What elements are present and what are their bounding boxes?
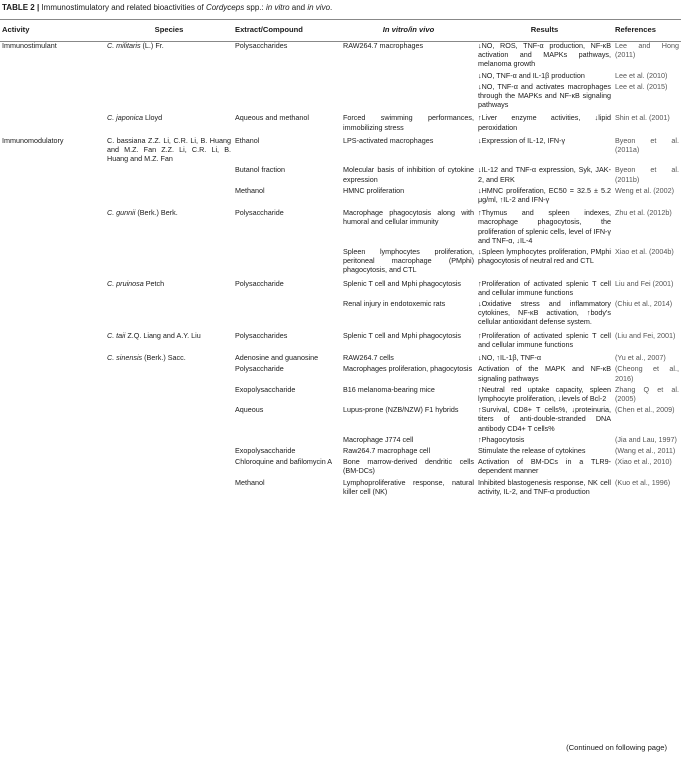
cell-extract: Polysaccharide: [235, 208, 284, 218]
cell-results: ↑Thymus and spleen indexes, macrophage phagocytosis, the proliferation of splenic cells, level of IFN-γ and TNF-α, ↓IL-4: [478, 208, 611, 245]
species-authority: (L.) Fr.: [140, 41, 164, 50]
cell-extract: [233, 81, 341, 111]
cell-species: [105, 185, 233, 205]
cell-activity: [0, 350, 105, 363]
cell-invitro: Macrophage phagocytosis along with humoral and cellular immunity: [343, 208, 474, 227]
cell-species: [105, 456, 233, 476]
cell-species: [105, 38, 233, 70]
table-row: [0, 246, 681, 276]
species-authority: C. bassiana Z.Z. Li, C.R. Li, B. Huang and M.Z. Fan Z.Z. Li, C.R. Li, B. Huang and M.Z. Fan: [107, 135, 231, 164]
cell-extract: Ethanol: [235, 135, 260, 145]
species-authority: (Berk.) Sacc.: [142, 353, 186, 363]
cell-extract: [233, 298, 341, 328]
cell-reference: Zhang Q et al. (2005): [615, 384, 679, 403]
cell-extract: Polysaccharides: [235, 41, 288, 50]
cell-extract: [233, 246, 341, 276]
cell-extract: Exopolysaccharide: [235, 384, 296, 394]
cell-species: [105, 205, 233, 246]
cell-activity: [0, 185, 105, 205]
species-authority: Z.Q. Liang and A.Y. Liu: [125, 330, 201, 340]
table-caption: [2, 3, 332, 13]
cell-activity: [0, 404, 105, 434]
cell-activity: [0, 246, 105, 276]
cell-reference: (Jia and Lau, 1997): [615, 434, 677, 444]
cell-invitro: Molecular basis of inhibition of cytokine expression: [343, 165, 474, 184]
cell-activity: [0, 298, 105, 328]
caption-label: TABLE 2 |: [2, 3, 40, 12]
caption-invitro: in vitro: [266, 3, 290, 12]
cell-results: ↓NO, ↑IL-1β, TNF-α: [478, 353, 541, 363]
cell-reference: Zhu et al. (2012b): [615, 208, 672, 218]
cell-activity: [0, 81, 105, 111]
cell-results: ↓Oxidative stress and inflammatory cytokines, NF-κB activation, ↑body's cellular antioxidant defense system.: [478, 299, 611, 327]
cell-invitro: [341, 81, 476, 111]
table-row: [0, 110, 681, 132]
cell-results: ↑Proliferation of activated splenic T cell and cellular immune functions: [478, 278, 611, 297]
cell-extract: Polysaccharide: [235, 278, 284, 288]
cell-activity: [0, 363, 105, 383]
cell-reference: (Cheong et al., 2016): [615, 364, 679, 383]
cell-activity: [0, 384, 105, 404]
cell-activity: [0, 70, 105, 81]
cell-results: ↑Liver enzyme activities, ↓lipid peroxidation: [478, 113, 611, 132]
table-row: [0, 38, 681, 70]
cell-reference: Byeon et al. (2011a): [615, 135, 679, 155]
caption-invivo: in vivo: [307, 3, 331, 12]
cell-species: [105, 246, 233, 276]
header-references: References: [615, 25, 656, 34]
species-name: C. sinensis: [107, 353, 143, 363]
cell-invitro: Raw264.7 macrophage cell: [343, 445, 431, 455]
cell-extract: Chloroquine and bafilomycin A: [235, 457, 333, 467]
table-row: [0, 81, 681, 111]
cell-invitro: Renal injury in endotoxemic rats: [343, 299, 446, 309]
bioactivity-table: [0, 22, 681, 497]
cell-results: Inhibited blastogenesis response, NK cell activity, IL-2, and TNF-α production: [478, 477, 611, 496]
cell-extract: Polysaccharides: [235, 330, 288, 340]
table-row: [0, 328, 681, 350]
header-results: Results: [530, 25, 559, 34]
species-authority: Petch: [143, 278, 165, 288]
cell-species: [105, 298, 233, 328]
cell-extract: Methanol: [235, 477, 265, 487]
cell-results: ↓NO, ROS, TNF-α production, NF-κB activation and MAPKs pathways, melanoma growth: [478, 41, 611, 69]
cell-results: ↑Survival, CD8+ T cells%, ↓proteinuria, titers of anti-double-stranded DNA antibody CD4+ T cells%: [478, 405, 611, 433]
species-name: C. pruinosa: [107, 278, 144, 288]
cell-extract: Methanol: [235, 185, 265, 195]
cell-species: [105, 164, 233, 184]
species-name: C. militaris: [107, 41, 141, 50]
cell-invitro: B16 melanoma-bearing mice: [343, 384, 435, 394]
cell-results: ↓IL-12 and TNF-α expression, Syk, JAK-2, and ERK: [478, 165, 611, 184]
table-top-rule: [0, 19, 681, 20]
cell-invitro: Lupus-prone (NZB/NZW) F1 hybrids: [343, 405, 459, 415]
cell-invitro: LPS-activated macrophages: [343, 135, 434, 145]
table-row: [0, 384, 681, 404]
table-row: [0, 363, 681, 383]
cell-invitro: [341, 70, 476, 81]
table-row: [0, 477, 681, 497]
cell-extract: Aqueous and methanol: [235, 113, 309, 123]
cell-results: ↓NO, TNF-α and activates macrophages through the MAPKs and NF-κB signaling pathways: [478, 81, 611, 110]
cell-invitro: Macrophage J774 cell: [343, 434, 414, 444]
cell-invitro: HMNC proliferation: [343, 185, 405, 195]
cell-extract: Polysaccharide: [235, 364, 284, 374]
cell-species: [105, 477, 233, 497]
table-row: [0, 404, 681, 434]
cell-reference: Xiao et al. (2004b): [615, 247, 674, 257]
cell-species: [105, 363, 233, 383]
cell-activity: [0, 477, 105, 497]
cell-invitro: Spleen lymphocytes proliferation, peritoneal macrophage (PMphi) phagocytosis, and CTL: [343, 247, 474, 275]
header-activity: Activity: [2, 25, 30, 34]
cell-extract: Butanol fraction: [235, 165, 285, 175]
cell-activity: Immunomodulatory: [2, 135, 64, 145]
cell-reference: Byeon et al. (2011b): [615, 165, 679, 184]
cell-reference: Lee et al. (2015): [615, 81, 668, 91]
cell-extract: [233, 434, 341, 445]
cell-extract: Adenosine and guanosine: [235, 353, 319, 363]
species-authority: (Berk.) Berk.: [135, 208, 178, 218]
cell-reference: (Wang et al., 2011): [615, 445, 676, 455]
caption-text: .: [330, 3, 333, 12]
table-header-row: [0, 22, 681, 38]
caption-genus: Cordyceps: [205, 3, 245, 12]
continued-note: (Continued on following page): [566, 743, 667, 752]
cell-invitro: RAW264.7 cells: [343, 353, 394, 363]
cell-reference: (Xiao et al., 2010): [615, 457, 672, 467]
table-row: [0, 185, 681, 205]
cell-reference: (Yu et al., 2007): [615, 353, 666, 363]
cell-results: Stimulate the release of cytokines: [478, 445, 586, 455]
cell-results: ↓Expression of IL-12, IFN-γ: [478, 135, 566, 145]
cell-extract: [233, 70, 341, 81]
cell-reference: Shin et al. (2001): [615, 113, 670, 123]
cell-results: ↑Proliferation of activated splenic T cell and cellular immune functions: [478, 330, 611, 349]
cell-invitro: Splenic T cell and Mphi phagocytosis: [343, 330, 461, 340]
table-row: [0, 445, 681, 456]
cell-reference: (Liu and Fei, 2001): [615, 330, 676, 340]
cell-results: Activation of the MAPK and NF-κB signaling pathways: [478, 364, 611, 383]
cell-activity: Immunostimulant: [2, 41, 57, 50]
table-row: [0, 298, 681, 328]
table-row: [0, 456, 681, 476]
table-row: [0, 434, 681, 445]
cell-activity: [0, 205, 105, 246]
cell-activity: [0, 276, 105, 298]
cell-reference: (Chiu et al., 2014): [615, 299, 673, 309]
cell-results: ↑Phagocytosis: [478, 434, 525, 444]
cell-species: [105, 350, 233, 363]
table-row: [0, 350, 681, 363]
cell-species: [105, 384, 233, 404]
table-row: [0, 70, 681, 81]
cell-invitro: Lymphoproliferative response, natural killer cell (NK): [343, 477, 474, 496]
species-name: C. gunnii: [107, 208, 136, 218]
cell-reference: Lee et al. (2010): [615, 70, 668, 80]
cell-activity: [0, 164, 105, 184]
cell-extract: Aqueous: [235, 405, 264, 415]
cell-results: ↓HMNC proliferation, EC50 = 32.5 ± 5.2 μg/ml, ↑IL-2 and IFN-γ: [478, 185, 611, 205]
cell-results: ↓Spleen lymphocytes proliferation, PMphi phagocytosis of neutral red and CTL: [478, 247, 611, 266]
cell-reference: (Kuo et al., 1996): [615, 477, 671, 487]
cell-activity: [0, 456, 105, 476]
caption-text: and: [289, 3, 308, 12]
cell-activity: [0, 434, 105, 445]
header-invitro: In vitro/in vivo: [382, 25, 435, 34]
species-name: C. taii: [107, 330, 126, 340]
cell-invitro: Forced swimming performances, immobilizing stress: [343, 113, 474, 132]
table-header-rule: [0, 41, 681, 42]
cell-results: ↑Neutral red uptake capacity, spleen lymphocyte proliferation, ↓levels of Bcl-2: [478, 384, 611, 403]
cell-species: [105, 434, 233, 445]
cell-reference: Lee and Hong (2011): [615, 41, 679, 60]
header-extract: Extract/Compound: [235, 25, 303, 34]
caption-text: spp.:: [244, 3, 266, 12]
species-authority: Lloyd: [142, 113, 163, 123]
cell-species: [105, 133, 233, 165]
cell-species: [105, 81, 233, 111]
cell-activity: [0, 328, 105, 350]
cell-species: [105, 445, 233, 456]
caption-text: Immunostimulatory and related bioactivities of: [39, 3, 206, 12]
cell-invitro: Splenic T cell and Mphi phagocytosis: [343, 278, 461, 288]
table-row: [0, 164, 681, 184]
header-species: Species: [154, 25, 184, 34]
cell-species: [105, 404, 233, 434]
cell-results: ↓NO, TNF-α and IL-1β production: [478, 70, 585, 80]
cell-reference: Weng et al. (2002): [615, 185, 674, 195]
cell-reference: Liu and Fei (2001): [615, 278, 674, 288]
cell-activity: [0, 110, 105, 132]
table-row: [0, 205, 681, 246]
cell-species: [105, 70, 233, 81]
table-body: [0, 38, 681, 497]
cell-invitro: Macrophages proliferation, phagocytosis: [343, 364, 473, 374]
cell-species: [105, 110, 233, 132]
cell-activity: [0, 445, 105, 456]
cell-extract: Exopolysaccharide: [235, 445, 296, 455]
table-row: [0, 276, 681, 298]
cell-species: [105, 276, 233, 298]
cell-species: [105, 328, 233, 350]
cell-reference: (Chen et al., 2009): [615, 405, 675, 415]
cell-results: Activation of BM-DCs in a TLR9-dependent manner: [478, 457, 611, 476]
species-name: C. japonica: [107, 113, 143, 123]
cell-invitro: Bone marrow-derived dendritic cells (BM-DCs): [343, 457, 474, 476]
table-row: [0, 133, 681, 165]
cell-invitro: RAW264.7 macrophages: [343, 41, 424, 50]
